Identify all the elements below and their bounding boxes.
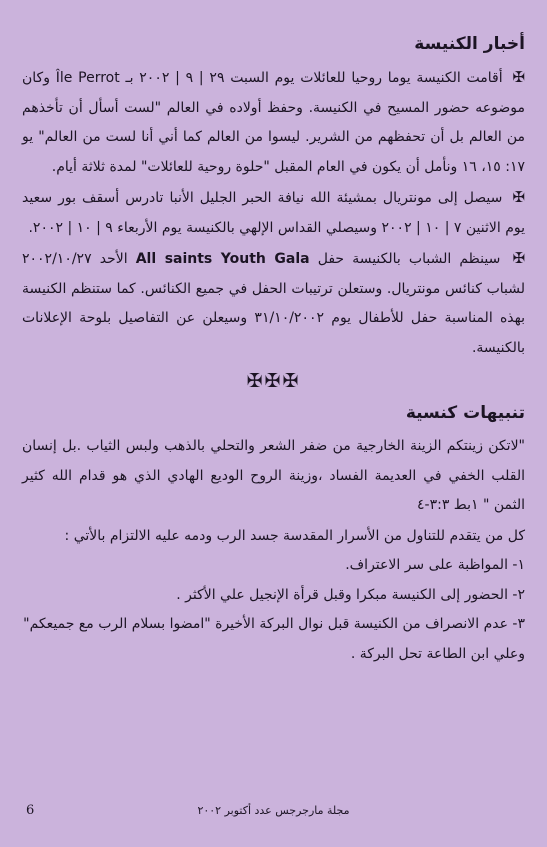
news-item-3 <box>22 244 525 363</box>
cross-icon: ✠ <box>512 249 526 267</box>
page-number: 6 <box>26 803 35 818</box>
list-item: ٣- عدم الانصراف من الكنيسة قبل نوال البركة الأخيرة "امضوا بسلام الرب مع جميعكم" وعلي ابن الطاعة تحل البركة . <box>23 616 525 662</box>
scripture-quote: "لاتكن زينتكم الزينة الخارجية من ضفر الشعر والتحلي بالذهب ولبس الثياب .بل إنسان القلب الخفي في العديمة الفساد ،وزينة الروح الوديع الهادي الذي هو قدام الله كثير الثمن " ١بط ٣:٣-٤ <box>22 438 525 513</box>
news-item-3-text-before: سينظم الشباب بالكنيسة حفل <box>317 251 501 267</box>
news-item-1 <box>22 63 525 182</box>
cross-divider-icon: ✠✠✠ <box>246 370 301 392</box>
cross-icon: ✠ <box>512 188 525 206</box>
communion-intro: كل من يتقدم للتناول من الأسرار المقدسة جسد الرب ودمه عليه الالتزام بالأتي : <box>64 527 525 544</box>
cross-icon: ✠ <box>512 68 525 86</box>
news-heading: أخبار الكنيسة <box>414 34 525 54</box>
list-item: ١- المواظبة على سر الاعتراف. <box>345 557 525 573</box>
notices-heading: تنبيهات كنسية <box>405 403 525 423</box>
news-item-2 <box>22 183 525 243</box>
news-item-3-text-after: الأحد ٢٠٠٢/١٠/٢٧ لشباب كنائس مونتريال. وستعلن ترتيبات الحفل في جميع الكنائس. كما ستنظم الكنيسة بهذه المناسبة حفل للأطفال يوم ٣١/١٠/٢٠٠٢ وسيعلن عن التفاصيل بلوحة الإعلانات بالكنيسة. <box>22 251 526 356</box>
news-item-1-text: أقامت الكنيسة يوما روحيا للعائلات يوم السبت ٢٩ | ٩ | ٢٠٠٢ بـ Île Perrot وكان موضوعه حضور المسيح في الكنيسة. وحفظ أولاده في العالم "لست أسأل أن تأخذهم من العالم بل أن تحفظهم من الشرير. ليسوا من العالم كما أني أنا لست من العالم" يو ١٧: ١٥، ١٦ ونأمل أن يكون في العام المقبل "حلوة روحية للعائلات" لمدة ثلاثة أيام. <box>22 70 525 175</box>
content-column <box>22 34 525 669</box>
event-name: All saints Youth Gala <box>135 251 310 267</box>
list-item: ٢- الحضور إلى الكنيسة مبكرا وقبل قرأة الإنجيل علي الأكثر . <box>176 586 525 603</box>
news-item-2-text: سيصل إلى مونتريال بمشيئة الله نيافة الحبر الجليل الأنبا تادرس أسقف بور سعيد يوم الاثنين ٧ | ١٠ | ٢٠٠٢ وسيصلي القداس الإلهي بالكنيسة يوم الأربعاء ٩ | ١٠ | ٢٠٠٢. <box>22 190 525 236</box>
magazine-title: مجلة مارجرجس عدد أكتوبر ٢٠٠٢ <box>197 804 350 817</box>
footer <box>0 803 547 823</box>
